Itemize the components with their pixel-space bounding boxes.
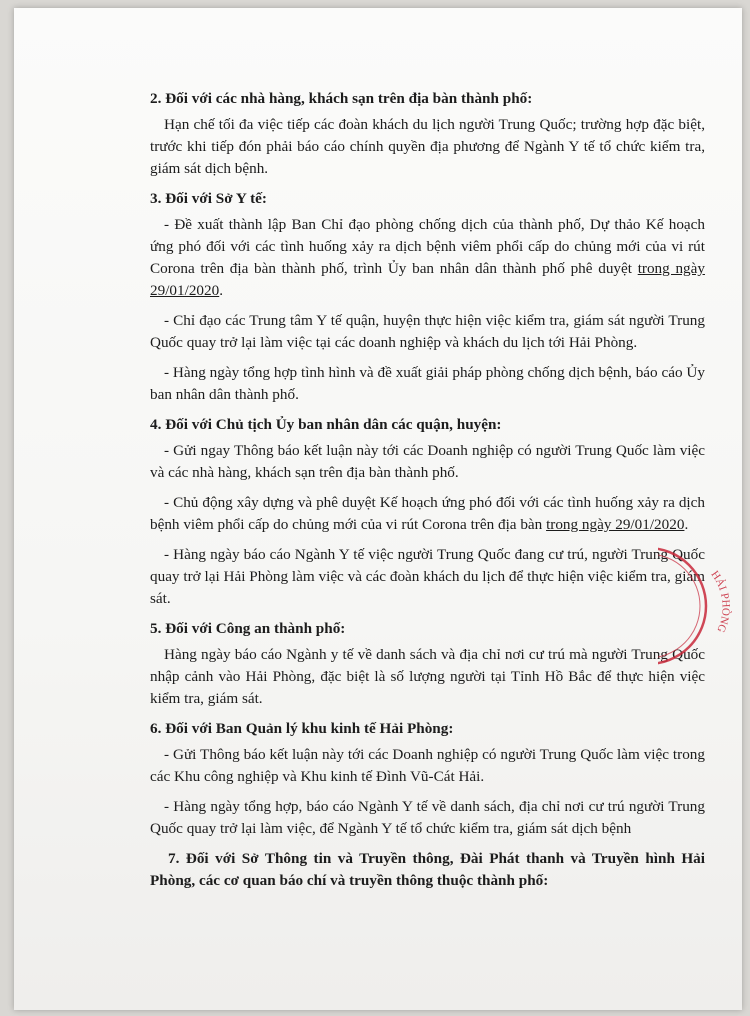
section-heading: 4. Đối với Chủ tịch Ủy ban nhân dân các quận, huyện: xyxy=(150,416,502,433)
section-heading: 6. Đối với Ban Quản lý khu kinh tế Hải Phòng: xyxy=(150,720,454,737)
paragraph-text: - Đề xuất thành lập Ban Chỉ đạo phòng chống dịch của thành phố, Dự thảo Kế hoạch ứng phó đối với các tình huống xảy ra dịch bệnh viêm phổi cấp do chủng mới của vi rút Corona trên địa bàn thành phố, trình Ủy ban nhân dân thành phố phê duyệt xyxy=(150,216,705,277)
paragraph-text: - Gửi ngay Thông báo kết luận này tới các Doanh nghiệp có người Trung Quốc làm việc và các nhà hàng, khách sạn trên địa bàn thành phố. xyxy=(150,442,705,481)
stamp-text: HẢI PHÒNG xyxy=(708,568,732,635)
section-6 xyxy=(150,718,705,840)
section-2 xyxy=(150,88,705,180)
paragraph-text: - Chỉ đạo các Trung tâm Y tế quận, huyện thực hiện việc kiểm tra, giám sát người Trung Quốc quay trở lại làm việc tại các doanh nghiệp và khách du lịch tới Hải Phòng. xyxy=(150,312,705,351)
paragraph xyxy=(150,440,705,484)
paragraph xyxy=(150,214,705,302)
section-5 xyxy=(150,618,705,710)
underlined-deadline: trong ngày 29/01/2020 xyxy=(546,516,685,533)
paragraph xyxy=(150,544,705,610)
paragraph xyxy=(150,492,705,536)
section-3 xyxy=(150,188,705,406)
paragraph-text: - Hàng ngày báo cáo Ngành Y tế việc người Trung Quốc đang cư trú, người Trung Quốc quay trở lại Hải Phòng làm việc và các đoàn khách du lịch để thực hiện việc kiểm tra, giám sát. xyxy=(150,546,705,607)
section-heading: 5. Đối với Công an thành phố: xyxy=(150,620,346,637)
section-heading: 3. Đối với Sở Y tế: xyxy=(150,190,267,207)
paragraph xyxy=(150,362,705,406)
paragraph-text: - Hàng ngày tổng hợp, báo cáo Ngành Y tế về danh sách, địa chỉ nơi cư trú người Trung Quốc quay trở lại làm việc, để Ngành Y tế tổ chức kiểm tra, giám sát dịch bệnh xyxy=(150,798,705,837)
section-7-heading: 7. Đối với Sở Thông tin và Truyền thông, Đài Phát thanh và Truyền hình Hải Phòng, các cơ quan báo chí và truyền thông thuộc thành phố: xyxy=(150,850,705,889)
paragraph xyxy=(150,310,705,354)
paragraph-tail: . xyxy=(684,516,689,533)
paragraph-tail: . xyxy=(219,282,223,299)
paragraph xyxy=(150,644,705,710)
paragraph-text: Hàng ngày báo cáo Ngành y tế về danh sách và địa chỉ nơi cư trú mà người Trung Quốc nhập cảnh vào Hải Phòng, đặc biệt là số lượng người tại Tỉnh Hồ Bắc để thực hiện việc kiểm tra, giám sát. xyxy=(150,646,705,707)
paragraph-text: - Chủ động xây dựng và phê duyệt Kế hoạch ứng phó đối với các tình huống xảy ra dịch bệnh viêm phổi cấp do chủng mới của vi rút Corona trên địa bàn xyxy=(150,494,705,533)
section-heading: 2. Đối với các nhà hàng, khách sạn trên địa bàn thành phố: xyxy=(150,90,533,107)
paragraph xyxy=(150,796,705,840)
document-body xyxy=(150,88,705,892)
paragraph-text: - Gửi Thông báo kết luận này tới các Doanh nghiệp có người Trung Quốc làm việc trong các Khu công nghiệp và Khu kinh tế Đình Vũ-Cát Hải. xyxy=(150,746,705,785)
paragraph xyxy=(150,114,705,180)
document-page xyxy=(14,8,742,1010)
paragraph xyxy=(150,744,705,788)
paragraph-text: - Hàng ngày tổng hợp tình hình và đề xuất giải pháp phòng chống dịch bệnh, báo cáo Ủy ban nhân dân thành phố. xyxy=(150,364,705,403)
underlined-deadline: trong ngày 29/01/2020 xyxy=(150,260,705,299)
paragraph-text: Hạn chế tối đa việc tiếp các đoàn khách du lịch người Trung Quốc; trường hợp đặc biệt, trước khi tiếp đón phải báo cáo chính quyền địa phương để Ngành Y tế tổ chức kiểm tra, giám sát dịch bệnh. xyxy=(150,116,705,177)
section-4 xyxy=(150,414,705,610)
